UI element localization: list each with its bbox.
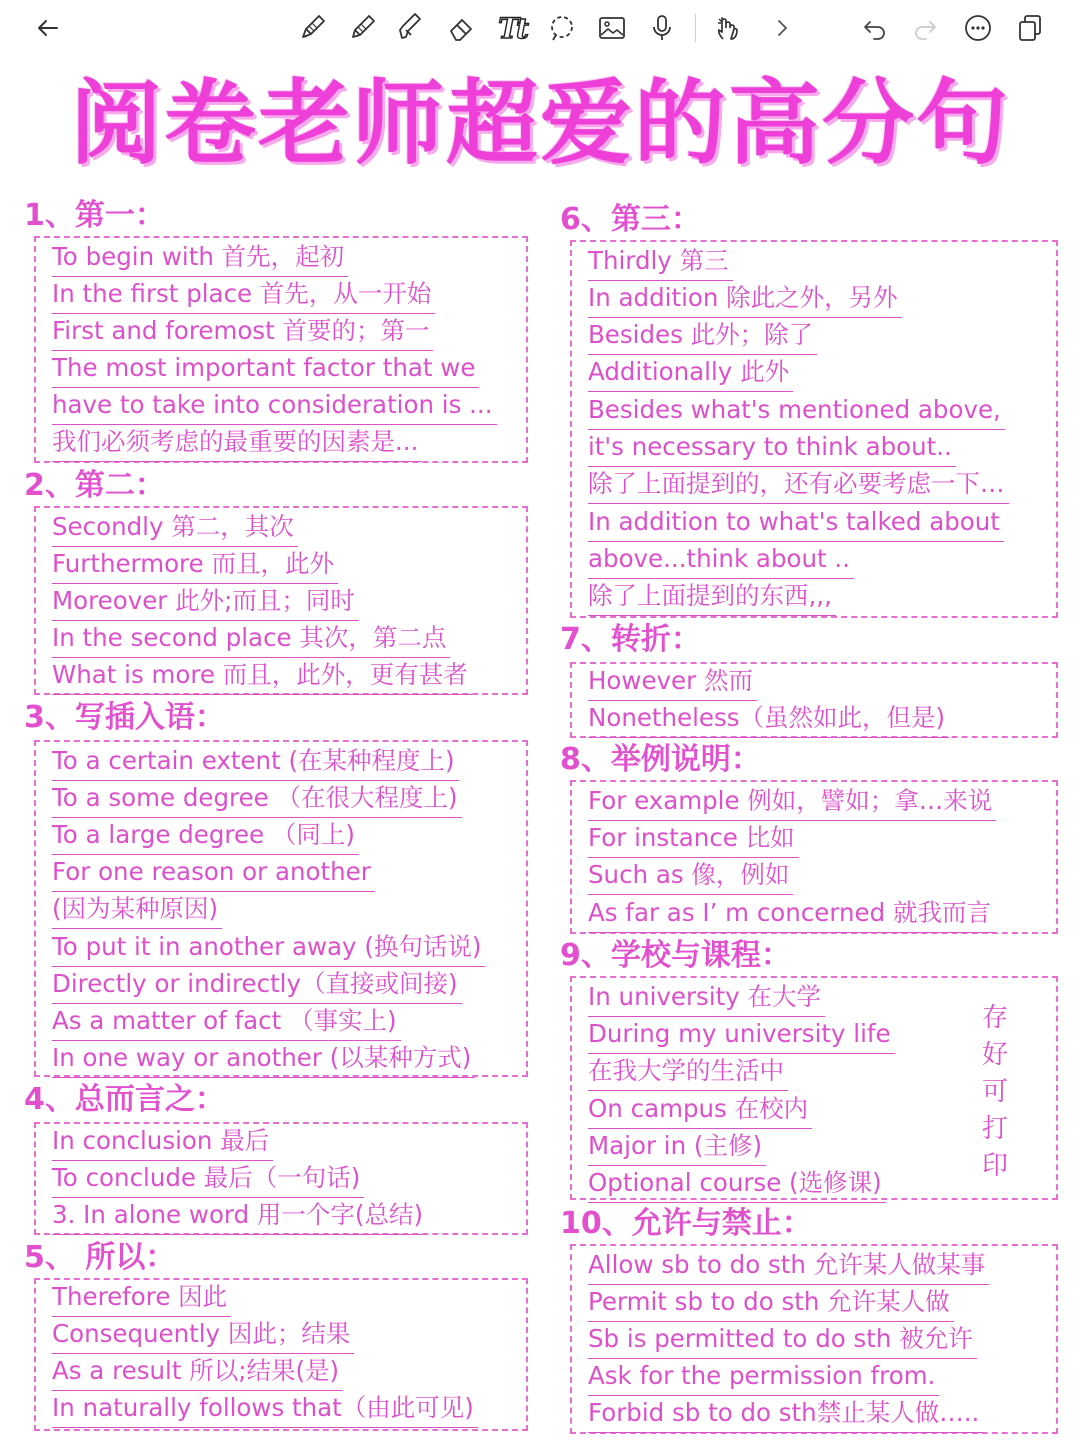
section-box bbox=[34, 506, 528, 695]
list-item: First and foremost 首要的；第一 bbox=[52, 314, 433, 351]
list-item: To put it in another away (换句话说) bbox=[52, 930, 485, 967]
undo-icon[interactable] bbox=[855, 8, 895, 48]
section-transition bbox=[560, 620, 1060, 740]
list-item: Therefore 因此 bbox=[52, 1280, 231, 1317]
list-item: Secondly 第二，其次 bbox=[52, 510, 298, 547]
list-item: What is more 而且，此外，更有甚者 bbox=[52, 658, 472, 695]
list-item: Sb is permitted to do sth 被允许 bbox=[588, 1322, 977, 1359]
section-box bbox=[34, 1278, 528, 1431]
section-examples bbox=[560, 740, 1060, 936]
chevron-right-icon[interactable] bbox=[762, 8, 802, 48]
side-note-char: 印 bbox=[981, 1151, 1008, 1181]
list-item: In conclusion 最后 bbox=[52, 1124, 273, 1161]
list-item: In one way or another (以某种方式) bbox=[52, 1041, 475, 1078]
section-box bbox=[34, 236, 528, 463]
list-item: Forbid sb to do sth禁止某人做….. bbox=[588, 1396, 983, 1433]
list-item: Besides what's mentioned above, bbox=[588, 393, 1005, 430]
list-item: For one reason or another bbox=[52, 855, 375, 892]
section-title: 8、举例说明： bbox=[560, 742, 761, 777]
section-title: 10、允许与禁止： bbox=[560, 1206, 812, 1241]
section-box bbox=[570, 1244, 1058, 1434]
section-box bbox=[34, 1122, 528, 1235]
redo-icon[interactable] bbox=[905, 8, 945, 48]
list-item: Besides 此外；除了 bbox=[588, 318, 817, 355]
list-item: 在我大学的生活中 bbox=[588, 1054, 788, 1091]
image-icon[interactable] bbox=[592, 8, 632, 48]
side-note-char: 可 bbox=[981, 1077, 1008, 1107]
list-item: Moreover 此外;而且；同时 bbox=[52, 584, 359, 621]
list-item: As far as I’ m concerned 就我而言 bbox=[588, 896, 995, 933]
page-title: 阅卷老师超爱的高分句 bbox=[69, 70, 1010, 177]
list-item: Permit sb to do sth 允许某人做 bbox=[588, 1285, 954, 1322]
list-item: it's necessary to think about.. bbox=[588, 430, 956, 467]
list-item: Consequently 因此；结果 bbox=[52, 1317, 354, 1354]
section-box bbox=[570, 662, 1058, 738]
section-parenthesis bbox=[24, 698, 534, 1080]
section-third bbox=[560, 200, 1060, 620]
list-item: For instance 比如 bbox=[588, 821, 799, 858]
more-icon[interactable] bbox=[958, 8, 998, 48]
section-title: 6、第三： bbox=[560, 202, 701, 237]
section-title: 7、转折： bbox=[560, 622, 701, 657]
list-item: Thirdly 第三 bbox=[588, 244, 733, 281]
section-box bbox=[570, 780, 1058, 934]
list-item: To a certain extent (在某种程度上) bbox=[52, 744, 459, 781]
list-item: In the second place 其次，第二点 bbox=[52, 621, 450, 658]
section-first bbox=[24, 196, 534, 466]
hand-gesture-icon[interactable] bbox=[708, 8, 748, 48]
list-item: During my university life bbox=[588, 1017, 895, 1054]
list-item: To a large degree （同上) bbox=[52, 818, 359, 855]
list-item: In naturally follows that（由此可见) bbox=[52, 1391, 478, 1428]
lasso-icon[interactable] bbox=[542, 8, 582, 48]
list-item: The most important factor that we bbox=[52, 351, 479, 388]
list-item: However 然而 bbox=[588, 664, 757, 701]
list-item: have to take into consideration is ... bbox=[52, 388, 497, 425]
list-item: Additionally 此外 bbox=[588, 355, 793, 392]
toolbar bbox=[0, 0, 1080, 56]
side-note bbox=[980, 1000, 1010, 1185]
list-item: In the first place 首先，从一开始 bbox=[52, 277, 435, 314]
list-item: (因为某种原因) bbox=[52, 892, 222, 929]
list-item: In addition 除此之外，另外 bbox=[588, 281, 902, 318]
text-icon[interactable]: Tt bbox=[498, 11, 526, 45]
highlighter-icon[interactable] bbox=[392, 8, 432, 48]
list-item: Furthermore 而且，此外 bbox=[52, 547, 338, 584]
list-item: In addition to what's talked about bbox=[588, 505, 1004, 542]
side-note-char: 打 bbox=[981, 1114, 1008, 1144]
list-item: Optional course (选修课) bbox=[588, 1166, 886, 1203]
list-item: Allow sb to do sth 允许某人做某事 bbox=[588, 1248, 989, 1285]
list-item: For example 例如，譬如；拿…来说 bbox=[588, 784, 996, 821]
list-item: To conclude 最后（一句话) bbox=[52, 1161, 364, 1198]
section-therefore bbox=[24, 1238, 534, 1436]
list-item: As a result 所以;结果(是) bbox=[52, 1354, 343, 1391]
section-box bbox=[570, 240, 1058, 618]
eraser-icon[interactable] bbox=[442, 8, 482, 48]
list-item: On campus 在校内 bbox=[588, 1092, 812, 1129]
section-title: 2、第二： bbox=[24, 468, 165, 503]
pages-icon[interactable] bbox=[1010, 8, 1050, 48]
list-item: In university 在大学 bbox=[588, 980, 825, 1017]
list-item: To a some degree （在很大程度上) bbox=[52, 781, 462, 818]
list-item: As a matter of fact （事实上) bbox=[52, 1004, 401, 1041]
pen-icon[interactable] bbox=[292, 8, 332, 48]
list-item: 3. In alone word 用一个字(总结) bbox=[52, 1198, 427, 1235]
list-item: above...think about .. bbox=[588, 542, 854, 579]
list-item: Directly or indirectly（直接或间接) bbox=[52, 967, 462, 1004]
section-title: 5、 所以： bbox=[24, 1240, 176, 1275]
list-item: 我们必须考虑的最重要的因素是... bbox=[52, 425, 422, 462]
back-arrow-icon[interactable] bbox=[28, 8, 68, 48]
section-title: 9、学校与课程： bbox=[560, 938, 791, 973]
section-title: 4、总而言之： bbox=[24, 1082, 225, 1117]
section-title: 3、写插入语： bbox=[24, 700, 225, 735]
side-note-char: 好 bbox=[981, 1040, 1008, 1070]
list-item: To begin with 首先，起初 bbox=[52, 240, 348, 277]
toolbar-divider bbox=[695, 14, 696, 42]
list-item: 除了上面提到的，还有必要考虑一下… bbox=[588, 467, 1009, 504]
side-note-char: 存 bbox=[981, 1003, 1008, 1033]
section-allow-forbid bbox=[560, 1204, 1060, 1438]
list-item: Ask for the permission from. bbox=[588, 1359, 939, 1396]
section-second bbox=[24, 466, 534, 698]
pencil-icon[interactable] bbox=[342, 8, 382, 48]
list-item: Such as 像，例如 bbox=[588, 858, 793, 895]
list-item: 除了上面提到的东西,,, bbox=[588, 579, 836, 616]
list-item: Major in (主修) bbox=[588, 1129, 766, 1166]
section-title: 1、第一： bbox=[24, 198, 165, 233]
section-box bbox=[34, 740, 528, 1077]
section-conclusion bbox=[24, 1080, 534, 1238]
microphone-icon[interactable] bbox=[642, 8, 682, 48]
list-item: Nonetheless（虽然如此，但是) bbox=[588, 701, 949, 738]
